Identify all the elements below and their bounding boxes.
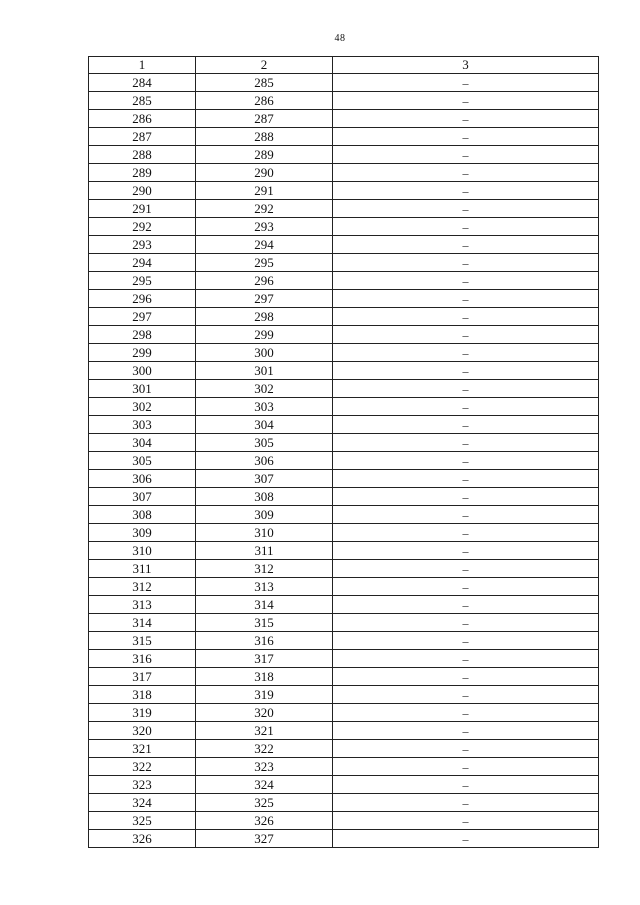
table-cell-col-1: 308: [89, 506, 196, 524]
table-cell-col-1: 293: [89, 236, 196, 254]
column-header-2: 2: [196, 57, 333, 74]
table-cell-col-2: 293: [196, 218, 333, 236]
table-row: [89, 110, 599, 128]
table-cell-col-1: 324: [89, 794, 196, 812]
data-table-container: [88, 56, 599, 848]
table-cell-col-1: 323: [89, 776, 196, 794]
table-cell-col-1: 297: [89, 308, 196, 326]
table-cell-col-1: 319: [89, 704, 196, 722]
table-cell-col-3: –: [333, 578, 599, 596]
table-cell-col-1: 326: [89, 830, 196, 848]
column-header-1: 1: [89, 57, 196, 74]
table-cell-col-2: 323: [196, 758, 333, 776]
table-cell-col-1: 300: [89, 362, 196, 380]
table-cell-col-2: 285: [196, 74, 333, 92]
table-cell-col-1: 305: [89, 452, 196, 470]
table-cell-col-2: 313: [196, 578, 333, 596]
table-cell-col-1: 301: [89, 380, 196, 398]
table-row: [89, 776, 599, 794]
table-row: [89, 452, 599, 470]
table-cell-col-3: –: [333, 128, 599, 146]
table-row: [89, 164, 599, 182]
column-header-3: 3: [333, 57, 599, 74]
table-cell-col-1: 315: [89, 632, 196, 650]
table-cell-col-3: –: [333, 470, 599, 488]
data-table: [88, 56, 599, 848]
table-row: [89, 236, 599, 254]
table-row: [89, 380, 599, 398]
table-row: [89, 92, 599, 110]
table-cell-col-2: 306: [196, 452, 333, 470]
table-row: [89, 506, 599, 524]
table-cell-col-2: 289: [196, 146, 333, 164]
table-cell-col-3: –: [333, 722, 599, 740]
table-row: [89, 614, 599, 632]
table-cell-col-1: 285: [89, 92, 196, 110]
table-cell-col-1: 314: [89, 614, 196, 632]
table-cell-col-2: 326: [196, 812, 333, 830]
table-cell-col-2: 303: [196, 398, 333, 416]
table-cell-col-1: 284: [89, 74, 196, 92]
table-cell-col-3: –: [333, 488, 599, 506]
table-cell-col-2: 296: [196, 272, 333, 290]
table-row: [89, 560, 599, 578]
table-row: [89, 470, 599, 488]
table-cell-col-2: 290: [196, 164, 333, 182]
table-cell-col-2: 320: [196, 704, 333, 722]
table-row: [89, 344, 599, 362]
table-cell-col-1: 299: [89, 344, 196, 362]
table-cell-col-3: –: [333, 632, 599, 650]
table-cell-col-1: 322: [89, 758, 196, 776]
table-cell-col-3: –: [333, 776, 599, 794]
table-cell-col-3: –: [333, 380, 599, 398]
table-row: [89, 434, 599, 452]
table-cell-col-2: 325: [196, 794, 333, 812]
table-cell-col-3: –: [333, 110, 599, 128]
table-row: [89, 578, 599, 596]
table-row: [89, 488, 599, 506]
table-row: [89, 758, 599, 776]
table-cell-col-1: 290: [89, 182, 196, 200]
header-row: [89, 57, 599, 74]
table-cell-col-2: 298: [196, 308, 333, 326]
table-cell-col-3: –: [333, 326, 599, 344]
table-row: [89, 632, 599, 650]
table-row: [89, 830, 599, 848]
table-cell-col-1: 288: [89, 146, 196, 164]
table-row: [89, 362, 599, 380]
table-row: [89, 524, 599, 542]
table-cell-col-3: –: [333, 146, 599, 164]
table-cell-col-2: 322: [196, 740, 333, 758]
table-cell-col-3: –: [333, 596, 599, 614]
table-cell-col-3: –: [333, 524, 599, 542]
table-row: [89, 686, 599, 704]
table-row: [89, 812, 599, 830]
table-cell-col-3: –: [333, 452, 599, 470]
table-cell-col-1: 304: [89, 434, 196, 452]
table-cell-col-3: –: [333, 614, 599, 632]
table-cell-col-2: 324: [196, 776, 333, 794]
table-cell-col-3: –: [333, 668, 599, 686]
table-cell-col-2: 308: [196, 488, 333, 506]
table-cell-col-3: –: [333, 794, 599, 812]
table-cell-col-2: 312: [196, 560, 333, 578]
table-cell-col-3: –: [333, 362, 599, 380]
table-cell-col-1: 307: [89, 488, 196, 506]
table-cell-col-1: 296: [89, 290, 196, 308]
table-cell-col-3: –: [333, 416, 599, 434]
table-cell-col-1: 312: [89, 578, 196, 596]
table-cell-col-3: –: [333, 740, 599, 758]
table-cell-col-1: 318: [89, 686, 196, 704]
table-cell-col-2: 314: [196, 596, 333, 614]
table-cell-col-2: 311: [196, 542, 333, 560]
table-cell-col-3: –: [333, 236, 599, 254]
table-cell-col-2: 309: [196, 506, 333, 524]
table-cell-col-2: 318: [196, 668, 333, 686]
table-cell-col-3: –: [333, 74, 599, 92]
table-cell-col-2: 304: [196, 416, 333, 434]
table-cell-col-1: 311: [89, 560, 196, 578]
table-cell-col-2: 288: [196, 128, 333, 146]
table-row: [89, 326, 599, 344]
table-row: [89, 668, 599, 686]
table-cell-col-1: 289: [89, 164, 196, 182]
table-cell-col-2: 327: [196, 830, 333, 848]
table-row: [89, 290, 599, 308]
table-cell-col-2: 297: [196, 290, 333, 308]
table-row: [89, 722, 599, 740]
table-cell-col-3: –: [333, 272, 599, 290]
table-cell-col-3: –: [333, 254, 599, 272]
table-row: [89, 740, 599, 758]
table-cell-col-2: 295: [196, 254, 333, 272]
table-cell-col-3: –: [333, 686, 599, 704]
table-cell-col-1: 321: [89, 740, 196, 758]
table-cell-col-1: 298: [89, 326, 196, 344]
table-row: [89, 650, 599, 668]
table-cell-col-3: –: [333, 542, 599, 560]
table-cell-col-3: –: [333, 218, 599, 236]
table-cell-col-3: –: [333, 758, 599, 776]
table-cell-col-2: 286: [196, 92, 333, 110]
table-cell-col-2: 287: [196, 110, 333, 128]
table-row: [89, 128, 599, 146]
table-row: [89, 74, 599, 92]
table-cell-col-2: 294: [196, 236, 333, 254]
table-row: [89, 200, 599, 218]
table-cell-col-1: 325: [89, 812, 196, 830]
table-cell-col-3: –: [333, 650, 599, 668]
table-row: [89, 272, 599, 290]
table-cell-col-3: –: [333, 344, 599, 362]
table-cell-col-2: 305: [196, 434, 333, 452]
table-body: [89, 74, 599, 848]
table-row: [89, 794, 599, 812]
table-row: [89, 218, 599, 236]
page-number: 48: [334, 33, 346, 44]
table-cell-col-2: 299: [196, 326, 333, 344]
table-cell-col-3: –: [333, 560, 599, 578]
table-cell-col-1: 294: [89, 254, 196, 272]
table-header: [89, 57, 599, 74]
table-cell-col-2: 302: [196, 380, 333, 398]
table-cell-col-1: 310: [89, 542, 196, 560]
table-row: [89, 704, 599, 722]
table-cell-col-1: 295: [89, 272, 196, 290]
table-cell-col-3: –: [333, 506, 599, 524]
table-cell-col-1: 320: [89, 722, 196, 740]
table-cell-col-2: 319: [196, 686, 333, 704]
table-row: [89, 182, 599, 200]
table-cell-col-3: –: [333, 200, 599, 218]
table-cell-col-3: –: [333, 308, 599, 326]
table-cell-col-1: 316: [89, 650, 196, 668]
table-cell-col-1: 286: [89, 110, 196, 128]
table-cell-col-2: 321: [196, 722, 333, 740]
table-row: [89, 398, 599, 416]
table-cell-col-1: 313: [89, 596, 196, 614]
table-cell-col-2: 307: [196, 470, 333, 488]
table-cell-col-3: –: [333, 434, 599, 452]
table-cell-col-1: 292: [89, 218, 196, 236]
table-cell-col-1: 306: [89, 470, 196, 488]
table-row: [89, 308, 599, 326]
table-cell-col-1: 303: [89, 416, 196, 434]
table-cell-col-3: –: [333, 164, 599, 182]
table-cell-col-1: 287: [89, 128, 196, 146]
table-cell-col-3: –: [333, 92, 599, 110]
table-cell-col-3: –: [333, 704, 599, 722]
table-cell-col-2: 300: [196, 344, 333, 362]
table-cell-col-3: –: [333, 290, 599, 308]
table-row: [89, 542, 599, 560]
table-cell-col-2: 317: [196, 650, 333, 668]
table-cell-col-3: –: [333, 812, 599, 830]
table-row: [89, 254, 599, 272]
table-row: [89, 146, 599, 164]
table-row: [89, 596, 599, 614]
table-cell-col-2: 292: [196, 200, 333, 218]
table-cell-col-1: 317: [89, 668, 196, 686]
table-cell-col-1: 302: [89, 398, 196, 416]
table-cell-col-2: 310: [196, 524, 333, 542]
table-cell-col-3: –: [333, 830, 599, 848]
table-row: [89, 416, 599, 434]
table-cell-col-3: –: [333, 182, 599, 200]
table-cell-col-1: 309: [89, 524, 196, 542]
table-cell-col-1: 291: [89, 200, 196, 218]
table-cell-col-2: 301: [196, 362, 333, 380]
table-cell-col-3: –: [333, 398, 599, 416]
table-cell-col-2: 316: [196, 632, 333, 650]
table-cell-col-2: 291: [196, 182, 333, 200]
table-cell-col-2: 315: [196, 614, 333, 632]
